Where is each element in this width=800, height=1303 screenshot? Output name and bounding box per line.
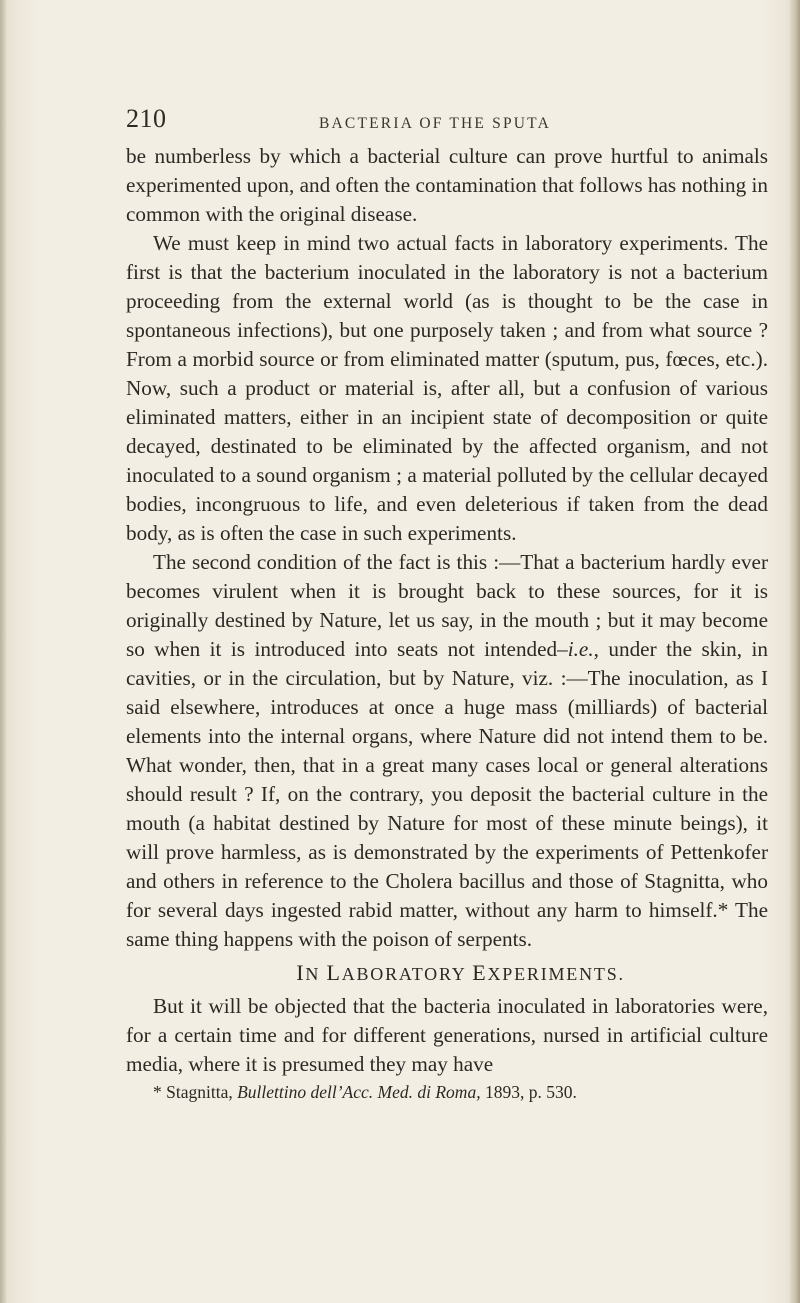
body-text <box>126 142 768 1105</box>
footnote <box>126 1079 768 1105</box>
heading-small-caps: ABORATORY <box>341 964 466 984</box>
heading-small-caps: XPERIMENTS. <box>487 964 625 984</box>
paragraph-continued: be numberless by which a bacterial culture can prove hurtful to animals experimented upon, and often the contamination that follows has nothing in common with the original disease. <box>126 144 768 226</box>
paragraph-objection: But it will be objected that the bacteria inoculated in laboratories were, for a certain time and for different generations, nursed in artificial culture media, where it is presumed they may have <box>126 994 768 1076</box>
paragraph-laboratory-facts: We must keep in mind two actual facts in laboratory experiments. The first is that the bacterium inoculated in the laboratory is not a bacterium proceeding from the external world (as is thought to be the case in spontaneous infections), but one purposely taken ; and from what source ? From a morbid source or from eliminated matter (sputum, pus, fœces, etc.). Now, such a product or material is, after all, but a confusion of various eliminated matters, either in an incipient state of decomposition or quite decayed, destinated to be eliminated by the affected organism, and not inoculated to a sound organism ; a material polluted by the cellular decayed bodies, incongruous to life, and even deleterious if taken from the dead body, as is often the case in such experiments. <box>126 231 768 545</box>
section-heading <box>126 954 768 992</box>
heading-small-caps: N <box>305 964 321 984</box>
heading-initial: E <box>472 960 488 985</box>
footnote-citation: Bullettino dell’Acc. Med. di Roma, <box>237 1082 481 1102</box>
heading-initial: I <box>296 960 306 985</box>
paragraph-text-part: , under the skin, in cavities, or in the circulation, but by Nature, viz. :—The inoculation, as I said elsewhere, introduces at once a huge mass (milliards) of bacterial elements into the internal organs, where Nature did not intend them to be. What wonder, then, that in a great many cases local or general alterations should result ? If, on the contrary, you deposit the bacterial culture in the mouth (a habitat destined by Nature for most of these minute beings), it will prove harmless, as is demonstrated by the experiments of Pettenkofer and others in reference to the Cholera bacillus and those of Stagnitta, who for several days ingested rabid matter, without any harm to himself.* The same thing happens with the poison of serpents. <box>126 637 768 951</box>
footnote-marker: * Stagnitta, <box>153 1082 238 1102</box>
footnote-details: 1893, p. 530. <box>480 1082 577 1102</box>
heading-initial: L <box>326 960 342 985</box>
page-gutter-shadow <box>0 0 6 1303</box>
page-edge <box>790 0 800 1303</box>
running-title: BACTERIA OF THE SPUTA <box>319 115 551 132</box>
running-head <box>126 100 766 140</box>
italic-abbreviation: i.e. <box>567 637 594 661</box>
page-number: 210 <box>126 104 167 133</box>
paragraph-text-part: The second condition of the fact is this :—That a bacterium hardly ever becomes virulent when it is brought back to these sources, for it is originally destined by Nature, let us say, in the mouth ; but it may become so when it is introduced into seats not intended– <box>126 550 768 661</box>
paragraph-second-condition <box>126 548 768 954</box>
